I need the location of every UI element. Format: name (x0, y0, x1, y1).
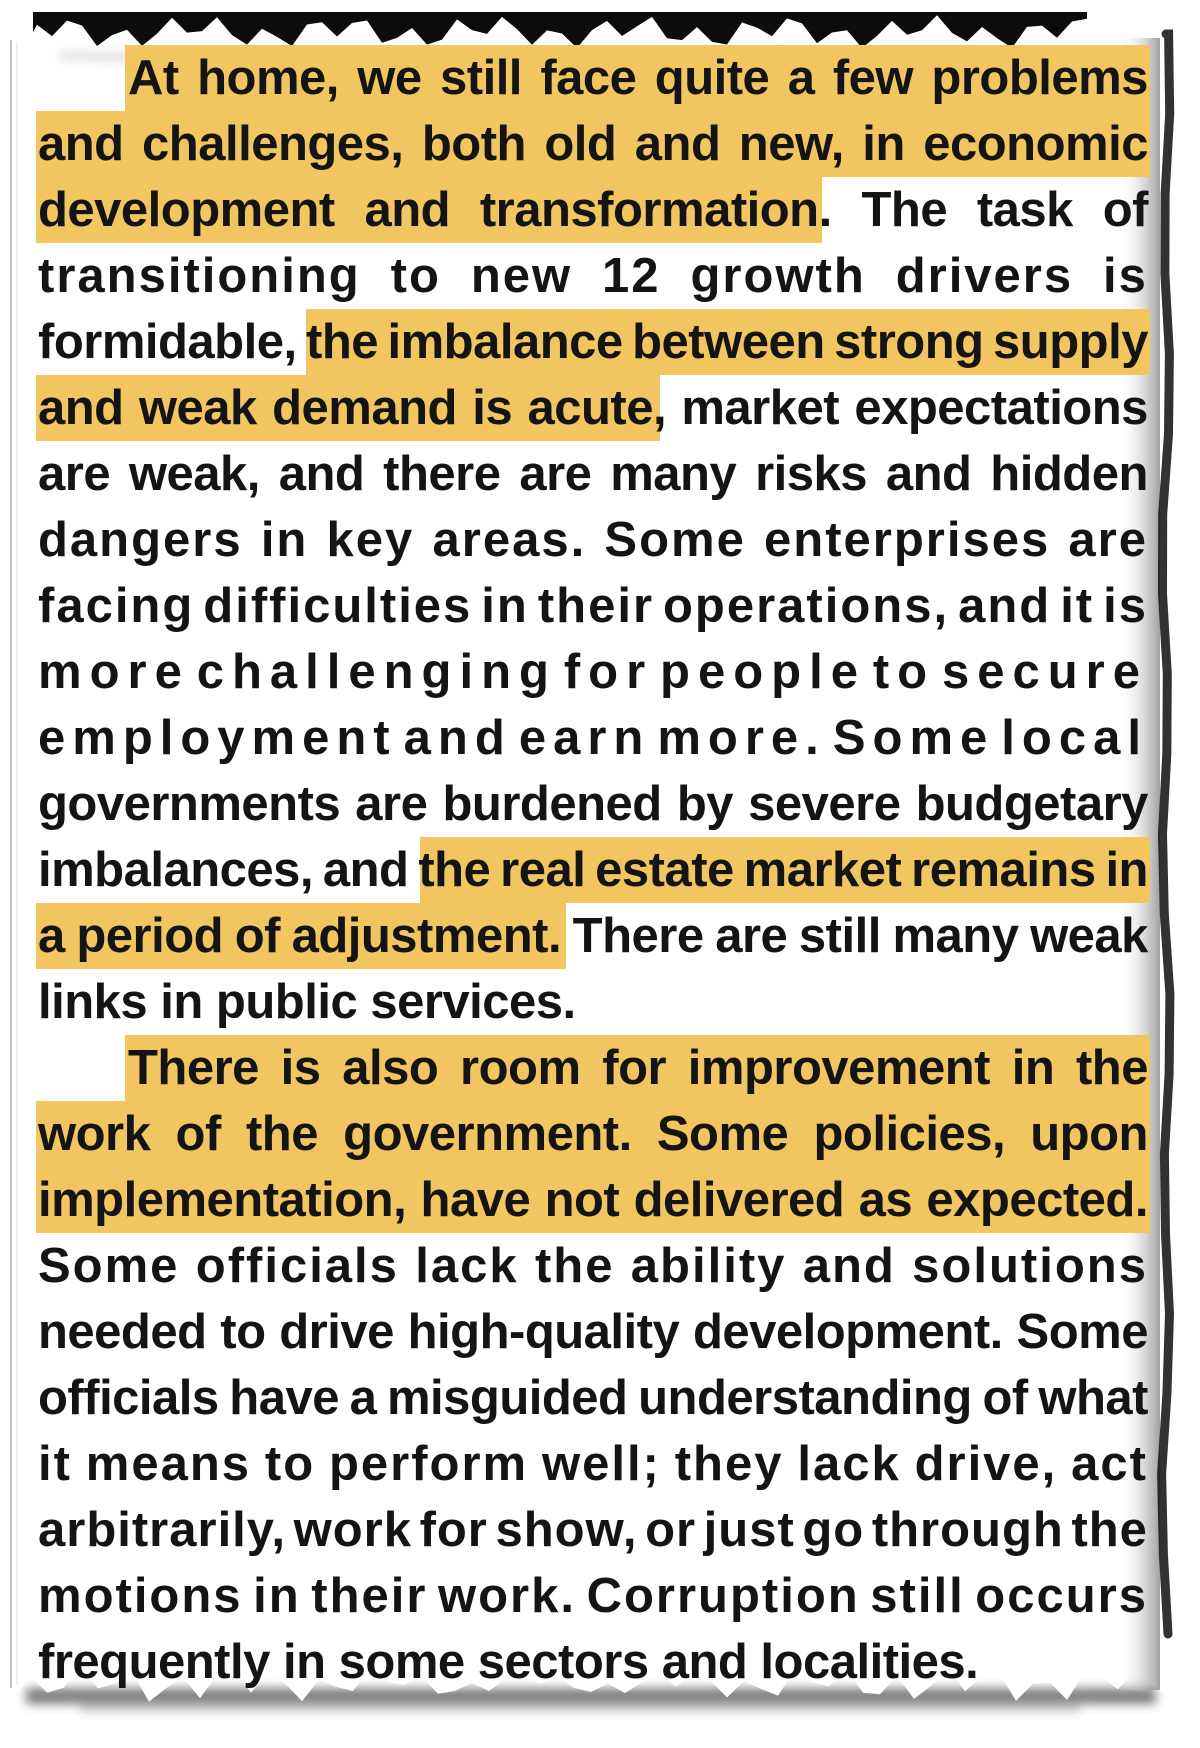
text-line: formidable, the imbalance between strong supply (38, 315, 1148, 369)
text-line: more challenging for people to secure (38, 645, 1148, 699)
text-line: officials have a misguided understanding of what (38, 1371, 1148, 1425)
text-line: frequently in some sectors and localities. (38, 1635, 979, 1689)
text-line: governments are burdened by severe budgetary (38, 777, 1148, 831)
text-line: development and transformation. The task of (38, 183, 1148, 237)
text-line: facing difficulties in their operations, and it is (38, 579, 1148, 633)
text-line: it means to perform well; they lack drive, act (38, 1437, 1148, 1491)
text-line: Some officials lack the ability and solutions (38, 1239, 1148, 1293)
text-line: links in public services. (38, 975, 576, 1029)
text-line: transitioning to new 12 growth drivers is (38, 249, 1148, 303)
text-line: a period of adjustment. There are still many weak (38, 909, 1148, 963)
text-line: work of the government. Some policies, upon (38, 1107, 1148, 1161)
text-line: needed to drive high-quality development. Some (38, 1305, 1148, 1359)
text-line: employment and earn more. Some local (38, 711, 1148, 765)
text-line: implementation, have not delivered as expected. (38, 1173, 1148, 1227)
text-line: There is also room for improvement in the (128, 1041, 1148, 1095)
text-line: are weak, and there are many risks and hidden (38, 447, 1148, 501)
text-line: dangers in key areas. Some enterprises are (38, 513, 1148, 567)
text-line: imbalances, and the real estate market remains in (38, 843, 1148, 897)
text-line: and weak demand is acute, market expectations (38, 381, 1148, 435)
text-line: and challenges, both old and new, in economic (38, 117, 1148, 171)
text-line: arbitrarily, work for show, or just go through the (38, 1503, 1148, 1557)
text-line: At home, we still face quite a few problems (128, 51, 1148, 105)
text-line: motions in their work. Corruption still occurs (38, 1569, 1148, 1623)
